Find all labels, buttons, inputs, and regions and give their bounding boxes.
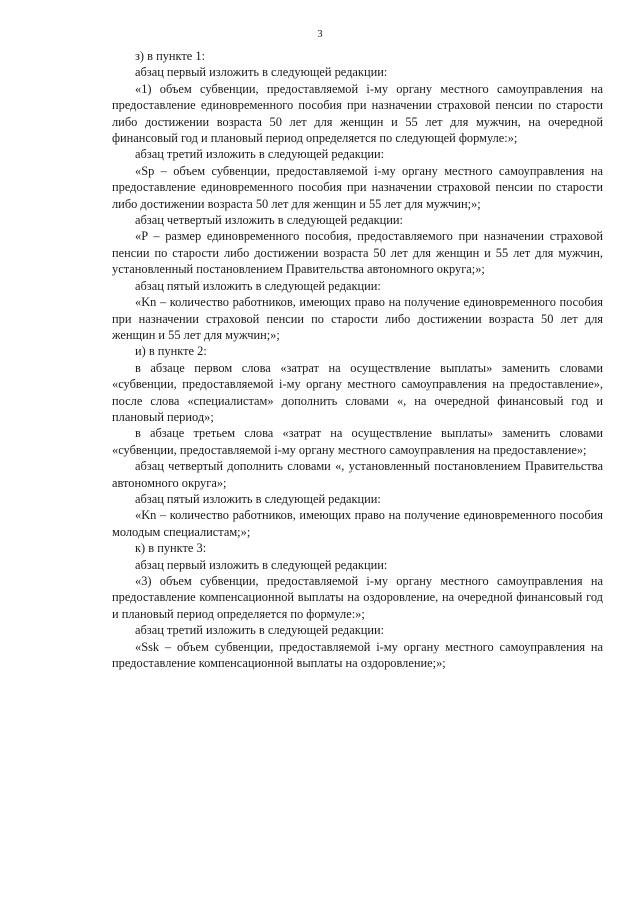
paragraph: абзац четвертый дополнить словами «, установленный постановлением Правительства автономного округа»; (112, 459, 603, 490)
document-body (112, 48, 603, 671)
paragraph: к) в пункте 3: (135, 541, 207, 556)
paragraph: «1) объем субвенции, предоставляемой i-му органу местного самоуправления на предоставление единовременного пособия при назначении страховой пенсии по старости либо достижении возраста 50 лет для женщин и 55 лет для мужчин, на очередной финансовый год и плановый период определяется по следующей формуле:»; (112, 81, 603, 146)
paragraph: абзац третий изложить в следующей редакции: (135, 147, 385, 162)
paragraph: «3) объем субвенции, предоставляемой i-му органу местного самоуправления на предоставление компенсационной выплаты на оздоровление, на очередной финансовый год и плановый период определяется по формуле:»; (112, 574, 603, 621)
paragraph: в абзаце первом слова «затрат на осуществление выплаты» заменить словами «субвенции, предоставляемой i-му органу местного самоуправления на предоставление», после слова «специалистам» дополнить словами «, на очередной финансовый год и плановый период»; (112, 360, 603, 424)
paragraph: «Kn – количество работников, имеющих право на получение единовременного пособия при назначении страховой пенсии по старости либо достижении возраста 50 лет для женщин и 55 лет для мужчин;»; (112, 295, 603, 342)
paragraph: «P – размер единовременного пособия, предоставляемого при назначении страховой пенсии по старости либо достижении возраста 50 лет для женщин и 55 лет для мужчин, установленный постановлением Правительства автономного округа;»; (112, 229, 603, 277)
paragraph: и) в пункте 2: (135, 344, 207, 359)
paragraph: «Kn – количество работников, имеющих право на получение единовременного пособия молодым специалистам;»; (112, 508, 603, 539)
page-number: 3 (317, 29, 323, 40)
paragraph: абзац первый изложить в следующей редакции: (135, 557, 388, 572)
paragraph: з) в пункте 1: (135, 49, 206, 63)
paragraph: абзац третий изложить в следующей редакции: (135, 623, 385, 638)
paragraph: «Sp – объем субвенции, предоставляемой i-му органу местного самоуправления на предоставление единовременного пособия при назначении страховой пенсии по старости либо достижении возраста 50 лет для женщин и 55 лет для мужчин;»; (112, 163, 603, 211)
paragraph: абзац первый изложить в следующей редакции: (135, 65, 388, 80)
paragraph: абзац четвертый изложить в следующей редакции: (135, 213, 403, 228)
paragraph: абзац пятый изложить в следующей редакции: (135, 278, 381, 293)
paragraph: «Ssk – объем субвенции, предоставляемой i-му органу местного самоуправления на предоставление компенсационной выплаты на оздоровление;»; (112, 639, 603, 671)
paragraph: абзац пятый изложить в следующей редакции: (135, 491, 381, 506)
paragraph: в абзаце третьем слова «затрат на осуществление выплаты» заменить словами «субвенции, предоставляемой i-му органу местного самоуправления на предоставление»; (112, 426, 603, 457)
